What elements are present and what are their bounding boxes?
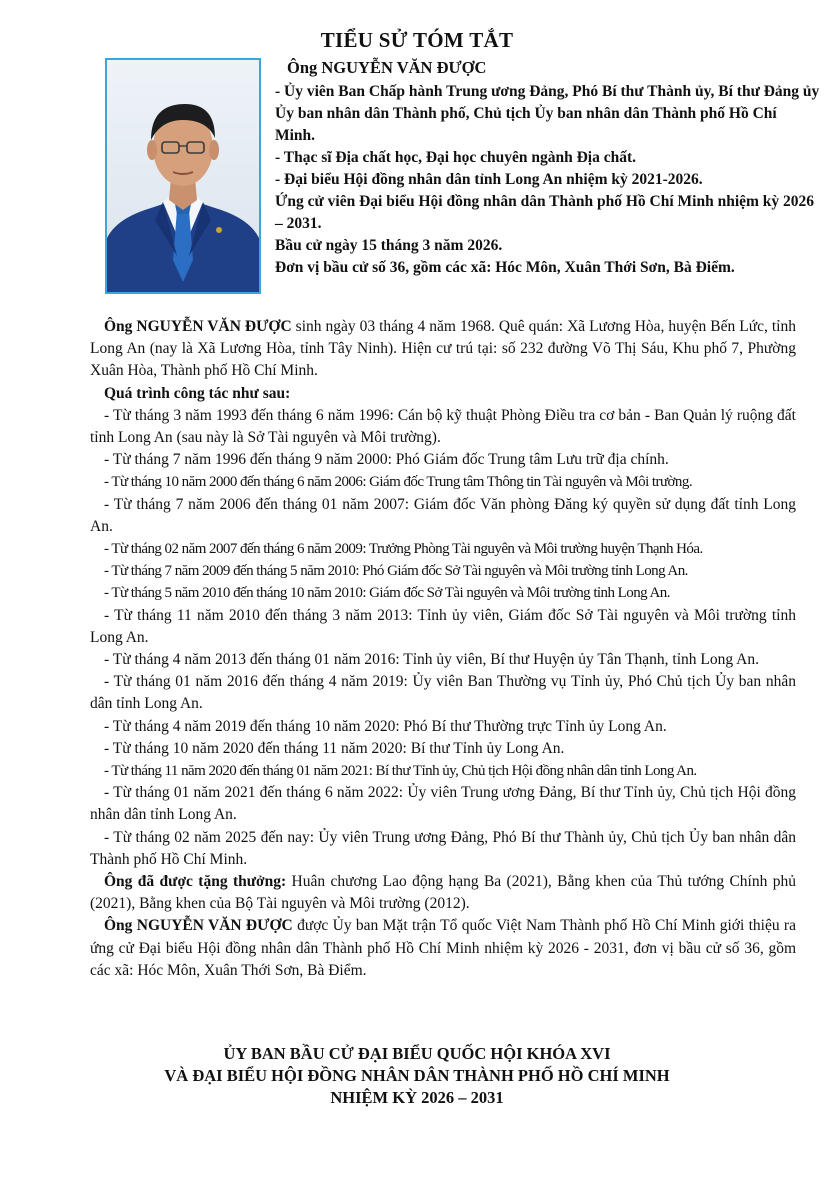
portrait-photo <box>105 58 261 294</box>
career-item: - Từ tháng 10 năm 2000 đến tháng 6 năm 2006: Giám đốc Trung tâm Thông tin Tài nguyên và Môi trường. <box>104 474 693 491</box>
career-item: - Từ tháng 02 năm 2007 đến tháng 6 năm 2009: Trưởng Phòng Tài nguyên và Môi trường huyện Thạnh Hóa. <box>104 541 703 558</box>
footer-line: ỦY BAN BẦU CỬ ĐẠI BIỂU QUỐC HỘI KHÓA XVI <box>223 1044 611 1063</box>
career-item: - Từ tháng 4 năm 2013 đến tháng 01 năm 2016: Tỉnh ủy viên, Bí thư Huyện ủy Tân Thạnh, tỉnh Long An. <box>104 651 759 669</box>
career-item: - Từ tháng 5 năm 2010 đến tháng 10 năm 2010: Giám đốc Sở Tài nguyên và Môi trường tỉnh Long An. <box>104 585 670 602</box>
summary-line: Đơn vị bầu cử số 36, gồm các xã: Hóc Môn, Xuân Thới Sơn, Bà Điểm. <box>275 259 735 276</box>
career-item: - Từ tháng 10 năm 2020 đến tháng 11 năm 2020: Bí thư Tỉnh ủy Long An. <box>104 739 565 757</box>
career-item: - Từ tháng 11 năm 2010 đến tháng 3 năm 2013: Tỉnh ủy viên, Giám đốc Sở Tài nguyên và Môi trường tỉnh Long An. <box>90 606 796 646</box>
intro-paragraph <box>90 316 796 383</box>
intro-name: Ông NGUYỄN VĂN ĐƯỢC <box>104 318 292 335</box>
awards-text: Huân chương Lao động hạng Ba (2021), Bằng khen của Thủ tướng Chính phủ (2021), Bằng khen của Bộ Tài nguyên và Môi trường (2012). <box>90 873 796 913</box>
summary-line: - Đại biểu Hội đồng nhân dân tỉnh Long An nhiệm kỳ 2021-2026. <box>275 171 703 188</box>
portrait-illustration <box>107 60 259 292</box>
candidate-name: Ông NGUYỄN VĂN ĐƯỢC <box>287 58 487 77</box>
career-item: - Từ tháng 4 năm 2019 đến tháng 10 năm 2020: Phó Bí thư Thường trực Tỉnh ủy Long An. <box>104 717 667 735</box>
awards-paragraph <box>90 871 796 915</box>
document-title: TIỂU SỬ TÓM TẮT <box>320 28 514 52</box>
biography-body <box>90 316 796 982</box>
summary-line: Bầu cử ngày 15 tháng 3 năm 2026. <box>275 237 503 254</box>
nomination-name: Ông NGUYỄN VĂN ĐƯỢC <box>104 917 293 935</box>
nomination-text: được Ủy ban Mặt trận Tổ quốc Việt Nam Thành phố Hồ Chí Minh giới thiệu ra ứng cử Đại biểu Hội đồng nhân dân Thành phố Hồ Chí Minh nhiệm kỳ 2026 - 2031, đơn vị bầu cử số 36, gồm các xã: Hóc Môn, Xuân Thới Sơn, Bà Điểm. <box>90 917 796 979</box>
career-item: - Từ tháng 3 năm 1993 đến tháng 6 năm 1996: Cán bộ kỹ thuật Phòng Điều tra cơ bản - Ban Quản lý ruộng đất tỉnh Long An (sau này là Sở Tài nguyên và Môi trường). <box>90 406 796 447</box>
candidate-summary <box>275 57 820 279</box>
career-item: - Từ tháng 7 năm 1996 đến tháng 9 năm 2000: Phó Giám đốc Trung tâm Lưu trữ địa chính. <box>104 451 669 469</box>
career-item: - Từ tháng 7 năm 2009 đến tháng 5 năm 2010: Phó Giám đốc Sở Tài nguyên và Môi trường tỉnh Long An. <box>104 563 688 580</box>
career-item: - Từ tháng 01 năm 2016 đến tháng 4 năm 2019: Ủy viên Ban Thường vụ Tỉnh ủy, Phó Chủ tịch Ủy ban nhân dân tỉnh Long An. <box>90 673 796 713</box>
career-heading <box>90 383 796 405</box>
summary-line: - Thạc sĩ Địa chất học, Đại học chuyên ngành Địa chất. <box>275 149 636 166</box>
awards-label: Ông đã được tặng thưởng: <box>104 873 287 891</box>
career-item: - Từ tháng 7 năm 2006 đến tháng 01 năm 2007: Giám đốc Văn phòng Đăng ký quyền sử dụng đất tỉnh Long An. <box>90 495 796 535</box>
summary-line: - Ủy viên Ban Chấp hành Trung ương Đảng, Phó Bí thư Thành ủy, Bí thư Đảng ủy Ủy ban nhân dân Thành phố, Chủ tịch Ủy ban nhân dân Thành phố Hồ Chí Minh. <box>275 83 820 144</box>
footer-line: NHIỆM KỲ 2026 – 2031 <box>330 1088 504 1107</box>
career-item: - Từ tháng 02 năm 2025 đến nay: Ủy viên Trung ương Đảng, Phó Bí thư Thành ủy, Chủ tịch Ủy ban nhân dân Thành phố Hồ Chí Minh. <box>90 828 796 868</box>
career-item: - Từ tháng 01 năm 2021 đến tháng 6 năm 2022: Ủy viên Trung ương Đảng, Bí thư Tỉnh ủy, Chủ tịch Hội đồng nhân dân tỉnh Long An. <box>90 784 796 824</box>
summary-line: Ứng cử viên Đại biểu Hội đồng nhân dân Thành phố Hồ Chí Minh nhiệm kỳ 2026 – 2031. <box>275 193 815 232</box>
election-committee-signature <box>0 1043 834 1109</box>
footer-line: VÀ ĐẠI BIỂU HỘI ĐỒNG NHÂN DÂN THÀNH PHỐ HỒ CHÍ MINH <box>164 1066 670 1085</box>
career-item: - Từ tháng 11 năm 2020 đến tháng 01 năm 2021: Bí thư Tỉnh ủy, Chủ tịch Hội đồng nhân dân tỉnh Long An. <box>104 763 697 780</box>
career-heading-text: Quá trình công tác như sau: <box>104 384 291 402</box>
intro-text: sinh ngày 03 tháng 4 năm 1968. Quê quán: Xã Lương Hòa, huyện Bến Lức, tỉnh Long An (nay là Xã Lương Hòa, tỉnh Tây Ninh). Hiện cư trú tại: số 232 đường Võ Thị Sáu, Khu phố 7, Phường Xuân Hòa, Thành phố Hồ Chí Minh. <box>90 318 796 380</box>
nomination-paragraph <box>90 915 796 982</box>
